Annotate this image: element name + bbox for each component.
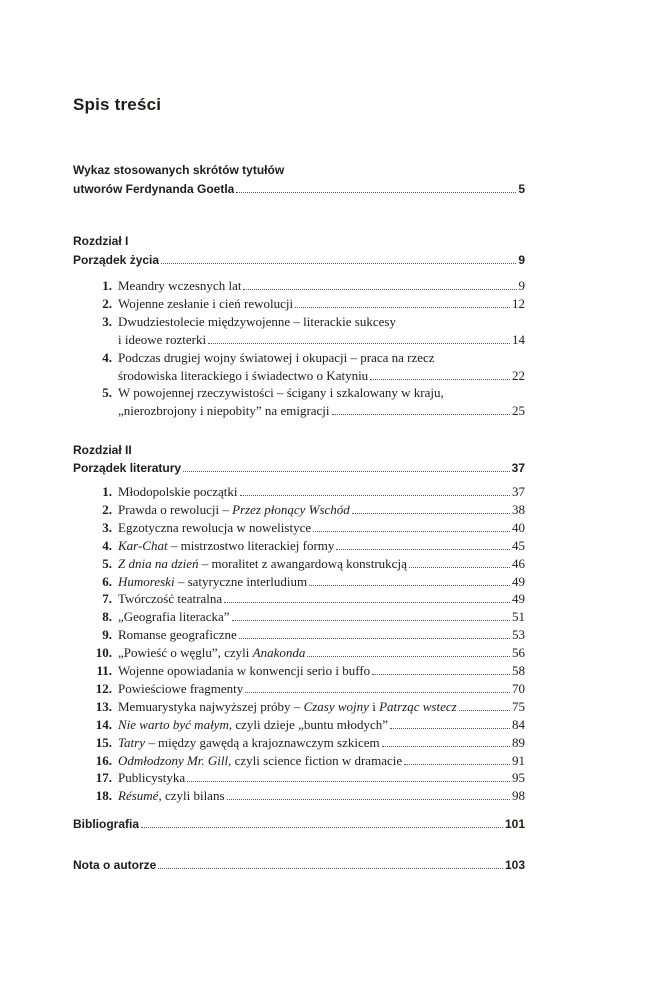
abbrev-line2: utworów Ferdynanda Goetla <box>73 182 235 196</box>
entry-number: 1. <box>102 484 112 499</box>
page-number: 103 <box>504 858 525 872</box>
entry-text-italic: Z dnia na dzień <box>118 555 199 571</box>
entry-text <box>118 769 185 787</box>
page-number: 9 <box>518 278 525 293</box>
entry-number: 12. <box>95 680 112 696</box>
dot-leader <box>187 781 510 782</box>
entry-text <box>118 644 305 662</box>
entry-text <box>118 626 237 644</box>
page-number: 91 <box>512 752 525 768</box>
bibliography-label: Bibliografia <box>73 817 140 831</box>
page-number: 75 <box>512 698 525 714</box>
toc-entry[interactable] <box>84 295 525 313</box>
toc-entry[interactable] <box>84 590 525 608</box>
entry-number: 16. <box>95 752 112 768</box>
toc-entry[interactable] <box>84 537 525 555</box>
dot-leader <box>309 585 510 586</box>
entry-text <box>118 537 334 555</box>
chapter-2-label: Rozdział II <box>73 443 132 457</box>
entry-number: 2. <box>102 296 112 311</box>
dot-leader <box>232 620 510 621</box>
dot-leader <box>372 674 510 675</box>
toc-entry[interactable] <box>84 662 525 680</box>
toc-entry[interactable] <box>84 769 525 787</box>
dot-leader <box>409 567 510 568</box>
entry-text: środowiska literackiego i świadectwo o Katyniu <box>118 368 369 383</box>
chapter-2-title: Porządek literatury <box>73 461 182 475</box>
toc-entry[interactable] <box>84 573 525 591</box>
toc-entry[interactable] <box>118 402 525 420</box>
entry-number: 1. <box>102 278 112 293</box>
entry-text <box>118 590 222 608</box>
page-number: 12 <box>512 296 525 311</box>
toc-entry[interactable] <box>84 277 525 295</box>
page-number: 37 <box>511 461 525 475</box>
toc-entry[interactable] <box>84 555 525 573</box>
page-number: 98 <box>512 788 525 804</box>
toc-entry[interactable] <box>118 367 525 385</box>
entry-text-part: „Powieść o węglu”, czyli <box>118 645 253 661</box>
toc-entry-author-note[interactable] <box>73 856 525 874</box>
dot-leader <box>307 656 510 657</box>
toc-entry[interactable] <box>84 680 525 698</box>
entry-text-italic: Nie warto być małym <box>118 716 229 732</box>
toc-entry[interactable] <box>84 608 525 626</box>
entry-text-part: Romanse geograficzne <box>118 627 237 643</box>
entry-number: 4. <box>102 350 112 365</box>
toc-entry[interactable] <box>84 787 525 805</box>
entry-text <box>118 501 350 519</box>
entry-number: 8. <box>102 609 112 625</box>
entry-number: 17. <box>95 770 112 786</box>
entry-text-part: i <box>368 698 380 714</box>
entry-number: 15. <box>95 734 112 750</box>
entry-text-part: – między gawędą a krajoznawczym szkicem <box>144 734 380 750</box>
entry-text <box>118 698 457 716</box>
entry-text <box>118 608 230 626</box>
page-title: Spis treści <box>73 95 162 114</box>
author-note-label: Nota o autorze <box>73 858 157 872</box>
entry-text <box>118 734 380 752</box>
page-number: 84 <box>512 716 525 732</box>
entry-number: 13. <box>95 698 112 714</box>
toc-entry[interactable] <box>84 626 525 644</box>
entry-text: „nierozbrojony i niepobity” na emigracji <box>118 403 330 418</box>
toc-entry[interactable] <box>84 501 525 519</box>
dot-leader <box>158 868 503 869</box>
entry-text: Podczas drugiej wojny światowej i okupacji – praca na rzecz <box>118 350 435 365</box>
entry-number: 4. <box>102 537 112 553</box>
toc-entry[interactable] <box>84 734 525 752</box>
page-number: 53 <box>512 627 525 643</box>
dot-leader <box>382 746 510 747</box>
entry-number: 5. <box>102 555 112 571</box>
dot-leader <box>332 414 510 415</box>
entry-text <box>118 752 402 770</box>
entry-text-part: Publicystyka <box>118 770 186 786</box>
entry-text-part: „Geografia literacka” <box>118 609 230 625</box>
entry-text-part: Memuarystyka najwyższej próby – <box>118 698 304 714</box>
dot-leader <box>459 710 510 711</box>
toc-entry-first-line[interactable] <box>84 384 525 402</box>
entry-text <box>118 519 311 537</box>
dot-leader <box>240 495 510 496</box>
entry-text-part: Powieściowe fragmenty <box>118 680 244 696</box>
toc-entry-chapter-1[interactable] <box>73 251 525 269</box>
toc-entry-first-line[interactable] <box>84 349 525 367</box>
entry-text <box>118 555 407 573</box>
entry-text-italic: Odmłodzony Mr. Gill <box>118 752 229 768</box>
page-number: 37 <box>512 484 525 499</box>
dot-leader <box>404 764 510 765</box>
dot-leader <box>183 471 510 472</box>
entry-text-italic: Humoreski <box>118 573 175 589</box>
entry-text-part: – satyryczne interludium <box>174 573 308 589</box>
entry-text-part: – mistrzostwo literackiej formy <box>167 537 335 553</box>
entry-text-part: Młodopolskie początki <box>118 484 238 499</box>
entry-number: 7. <box>102 591 112 607</box>
entry-number: 10. <box>95 645 112 661</box>
dot-leader <box>352 513 510 514</box>
toc-entry[interactable] <box>84 644 525 662</box>
page-number: 25 <box>512 403 525 418</box>
entry-text: Dwudziestolecie międzywojenne – literackie sukcesy <box>118 314 396 329</box>
entry-number: 3. <box>102 314 112 329</box>
entry-text-part: Twórczość teatralna <box>118 591 223 607</box>
toc-entry-bibliography[interactable] <box>73 815 525 833</box>
entry-text-part: – moralitet z awangardową konstrukcją <box>198 555 407 571</box>
toc-entry[interactable] <box>84 716 525 734</box>
page-number: 58 <box>512 663 525 678</box>
entry-text-part: Wojenne opowiadania w konwencji serio i buffo <box>118 663 371 678</box>
entry-text-italic: Patrząc wstecz <box>379 698 457 714</box>
page-number: 70 <box>512 680 525 696</box>
entry-text <box>118 716 388 734</box>
page-number: 22 <box>512 368 525 383</box>
entry-number: 3. <box>102 519 112 535</box>
dot-leader <box>390 728 510 729</box>
dot-leader <box>224 602 510 603</box>
toc-entry-abbreviations[interactable] <box>73 180 525 198</box>
page-number: 49 <box>512 573 525 589</box>
entry-text-italic: Résumé <box>118 788 159 804</box>
toc-entry[interactable] <box>84 752 525 770</box>
entry-text <box>118 662 370 680</box>
entry-text <box>118 573 307 591</box>
entry-text-part: Egzotyczna rewolucja w nowelistyce <box>118 519 312 535</box>
page-number: 14 <box>512 332 525 347</box>
toc-entry[interactable] <box>84 483 525 501</box>
page-number: 101 <box>504 817 525 831</box>
dot-leader <box>239 638 510 639</box>
toc-entry-chapter-2[interactable] <box>73 459 525 477</box>
page-number: 5 <box>518 182 525 196</box>
entry-text-italic: Tatry <box>118 734 145 750</box>
entry-text <box>118 483 238 501</box>
chapter-1-title: Porządek życia <box>73 253 160 267</box>
entry-text-italic: Przez płonący Wschód <box>232 501 350 517</box>
dot-leader <box>295 307 510 308</box>
page-number: 40 <box>512 519 525 535</box>
dot-leader <box>245 692 510 693</box>
entry-number: 9. <box>102 627 112 643</box>
page-number: 51 <box>512 609 525 625</box>
page-number: 45 <box>512 537 525 553</box>
entry-text <box>118 680 243 698</box>
entry-number: 18. <box>95 788 112 804</box>
entry-text-part: , czyli dzieje „buntu młodych” <box>228 716 389 732</box>
entry-number: 14. <box>95 716 112 732</box>
entry-text: Wojenne zesłanie i cień rewolucji <box>118 296 294 311</box>
page-number: 46 <box>512 555 525 571</box>
page-number: 49 <box>512 591 525 607</box>
entry-text-italic: Anakonda <box>252 645 306 661</box>
entry-text-part: , czyli bilans <box>158 788 225 804</box>
dot-leader <box>141 827 503 828</box>
toc-entry[interactable] <box>84 519 525 537</box>
entry-number: 2. <box>102 501 112 517</box>
entry-text: i ideowe rozterki <box>118 332 207 347</box>
dot-leader <box>208 343 510 344</box>
entry-text-part: , czyli science fiction w dramacie <box>228 752 403 768</box>
abbrev-line1: Wykaz stosowanych skrótów tytułów <box>73 163 285 177</box>
toc-entry[interactable] <box>84 698 525 716</box>
dot-leader <box>370 379 510 380</box>
entry-text-italic: Kar-Chat <box>118 537 168 553</box>
entry-text: Meandry wczesnych lat <box>118 278 242 293</box>
entry-number: 11. <box>96 663 112 678</box>
entry-text: W powojennej rzeczywistości – ścigany i szkalowany w kraju, <box>118 385 444 400</box>
dot-leader <box>313 531 510 532</box>
entry-text <box>118 787 225 805</box>
page-number: 56 <box>512 645 525 661</box>
entry-number: 6. <box>102 573 112 589</box>
dot-leader <box>227 799 510 800</box>
toc-entry[interactable] <box>118 331 525 349</box>
dot-leader <box>336 549 510 550</box>
page-number: 38 <box>512 501 525 517</box>
dot-leader <box>236 192 516 193</box>
chapter-1-label: Rozdział I <box>73 234 129 248</box>
page-number: 9 <box>518 253 525 267</box>
entry-number: 5. <box>102 385 112 400</box>
page-number: 95 <box>512 770 525 786</box>
page-number: 89 <box>512 734 525 750</box>
toc-entry-first-line[interactable] <box>84 313 525 331</box>
dot-leader <box>161 263 516 264</box>
entry-text-part: Prawda o rewolucji – <box>118 501 233 517</box>
entry-text-italic: Czasy wojny <box>303 698 369 714</box>
dot-leader <box>243 289 516 290</box>
